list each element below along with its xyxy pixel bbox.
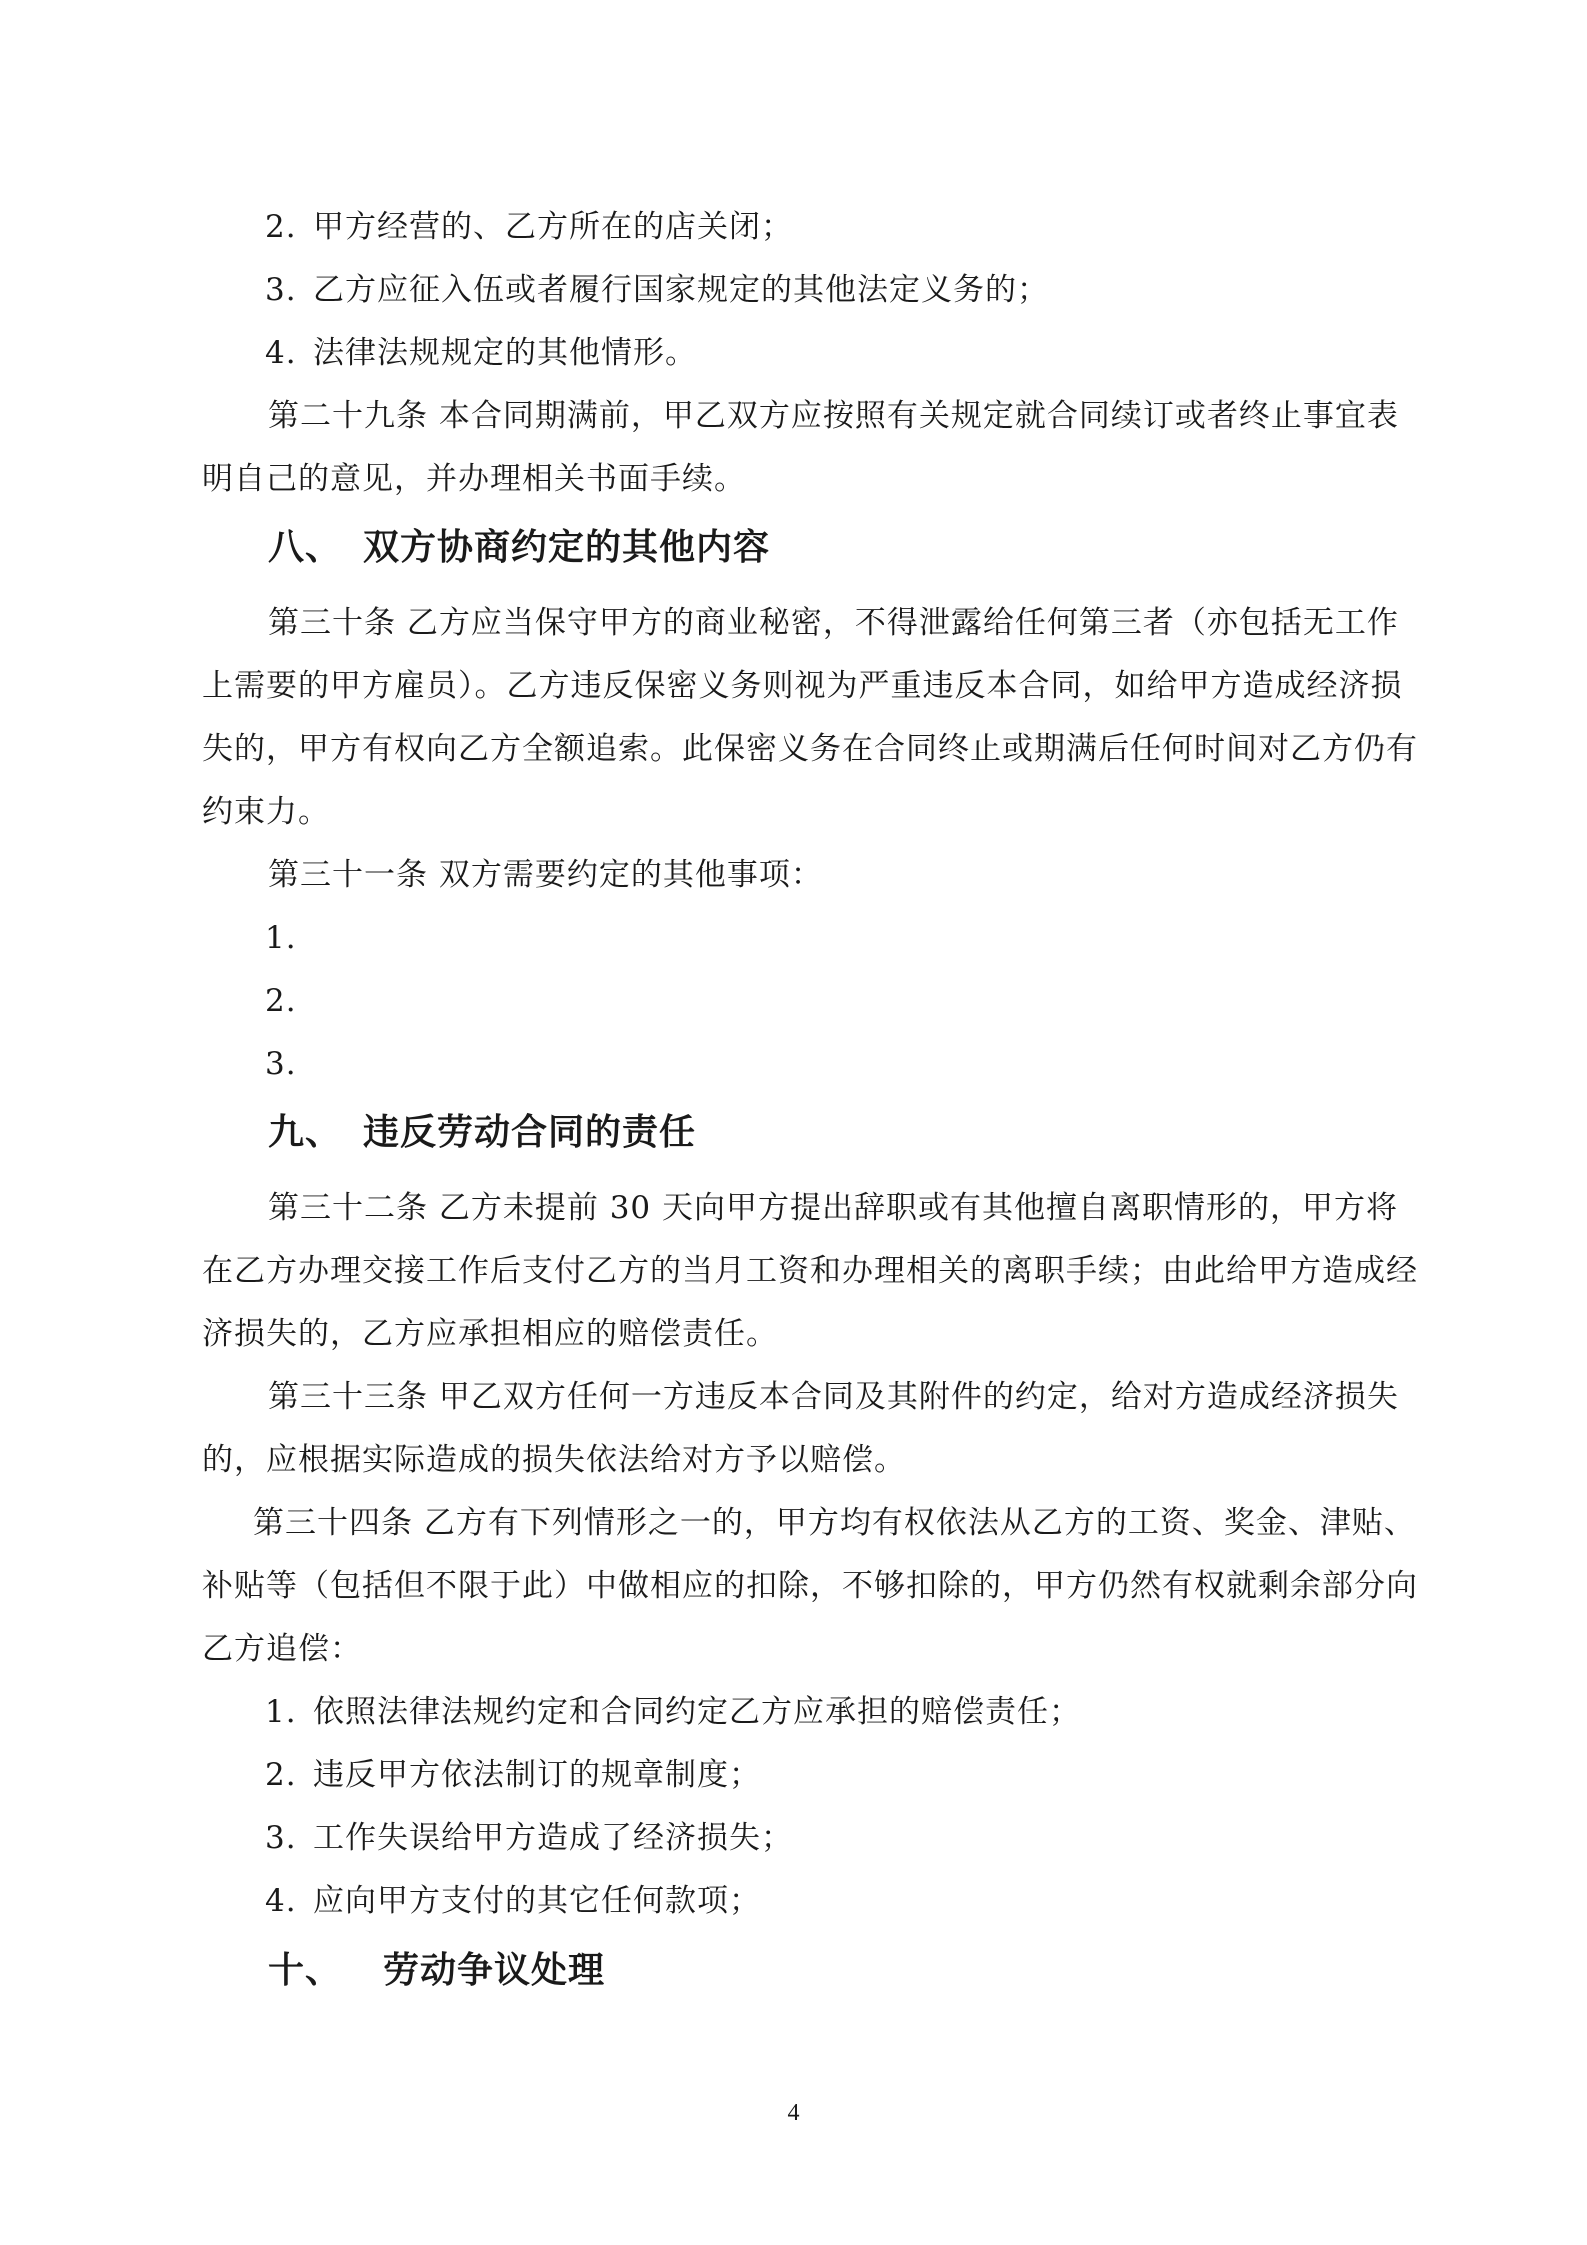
list-number: 3. (265, 1820, 297, 1856)
page-number: 4 (787, 2100, 800, 2126)
list-item (265, 1755, 761, 1795)
article-30-line-3: 失的，甲方有权向乙方全额追索。此保密义务在合同终止或期满后任何时间对乙方仍有 (202, 731, 1418, 767)
article-30-line-1: 第三十条 乙方应当保守甲方的商业秘密，不得泄露给任何第三者（亦包括无工作 (268, 605, 1399, 641)
article-34-line-2: 补贴等（包括但不限于此）中做相应的扣除，不够扣除的，甲方仍然有权就剩余部分向 (202, 1568, 1418, 1604)
article-29-line-1: 第二十九条 本合同期满前，甲乙双方应按照有关规定就合同续订或者终止事宜表 (268, 398, 1399, 434)
list-text: 违反甲方依法制订的规章制度； (313, 1757, 761, 1793)
section-title: 劳动争议处理 (383, 1950, 606, 1991)
section-title: 双方协商约定的其他内容 (363, 527, 771, 568)
list-text: 应向甲方支付的其它任何款项； (313, 1883, 761, 1919)
section-heading-8 (268, 525, 770, 571)
list-number: 4. (265, 1883, 297, 1919)
list-item (265, 207, 793, 247)
article-32-line-2: 在乙方办理交接工作后支付乙方的当月工资和办理相关的离职手续；由此给甲方造成经 (202, 1253, 1418, 1289)
list-number: 2. (265, 209, 297, 245)
list-item (265, 1692, 1081, 1732)
section-number: 十、 (268, 1950, 343, 1991)
section-heading-9 (268, 1110, 696, 1156)
section-number: 九、 (268, 1112, 343, 1153)
article-33-line-1: 第三十三条 甲乙双方任何一方违反本合同及其附件的约定，给对方造成经济损失 (268, 1379, 1399, 1415)
list-item (265, 270, 1049, 310)
blank-item: 1. (265, 920, 297, 956)
list-item (265, 333, 697, 373)
article-32-line-1: 第三十二条 乙方未提前 30 天向甲方提出辞职或有其他擅自离职情形的，甲方将 (268, 1190, 1399, 1226)
list-number: 3. (265, 272, 297, 308)
section-title: 违反劳动合同的责任 (363, 1112, 697, 1153)
list-number: 1. (265, 1694, 297, 1730)
list-item (265, 1881, 761, 1921)
article-30-line-2: 上需要的甲方雇员）。乙方违反保密义务则视为严重违反本合同，如给甲方造成经济损 (202, 668, 1403, 704)
article-32-line-3: 济损失的，乙方应承担相应的赔偿责任。 (202, 1316, 778, 1352)
article-29-line-2: 明自己的意见，并办理相关书面手续。 (202, 461, 746, 497)
article-30-line-4: 约束力。 (202, 794, 330, 830)
section-heading-10 (268, 1948, 605, 1994)
blank-item: 3. (265, 1046, 297, 1082)
article-31-line-1: 第三十一条 双方需要约定的其他事项： (268, 857, 823, 893)
list-number: 2. (265, 1757, 297, 1793)
blank-item: 2. (265, 983, 297, 1019)
article-33-line-2: 的，应根据实际造成的损失依法给对方予以赔偿。 (202, 1442, 906, 1478)
list-text: 工作失误给甲方造成了经济损失； (313, 1820, 793, 1856)
list-number: 4. (265, 335, 297, 371)
article-34-line-3: 乙方追偿： (202, 1631, 362, 1667)
list-text: 法律法规规定的其他情形。 (313, 335, 697, 371)
section-number: 八、 (268, 527, 343, 568)
list-item (265, 1818, 793, 1858)
list-text: 甲方经营的、乙方所在的店关闭； (313, 209, 793, 245)
article-34-line-1: 第三十四条 乙方有下列情形之一的，甲方均有权依法从乙方的工资、奖金、津贴、 (253, 1505, 1416, 1541)
list-text: 依照法律法规约定和合同约定乙方应承担的赔偿责任； (313, 1694, 1081, 1730)
list-text: 乙方应征入伍或者履行国家规定的其他法定义务的； (313, 272, 1049, 308)
